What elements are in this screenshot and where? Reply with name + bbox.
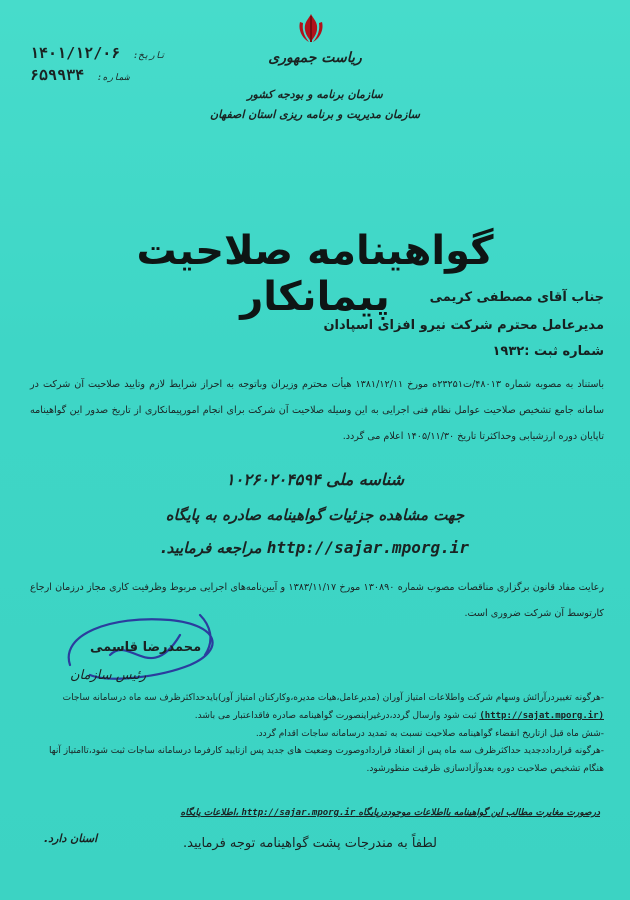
refer-text: مراجعه فرمایید. (160, 539, 262, 557)
iran-emblem-icon (296, 12, 326, 46)
certificate-title: گواهینامه صلاحیت پیمانکار (136, 228, 494, 320)
plan-org-header: سازمان برنامه و بودجه کشور (247, 88, 383, 101)
registration-number: شماره ثبت :۱۹۳۲ (492, 344, 604, 359)
note-3: -هرگونه قرارداددجدید حداکثرظرف سه ماه پس از انعقاد قراردادوصورت وضعیت های جدید پس ازتایید کارفرما درسامانه ساجات ثبت شود،تاامتیاز آنها هنگام تشخیص صلاحیت دوره بعدوآزادسازی ظرفیت منظورشود. (48, 746, 604, 775)
note-1-text: -هرگونه تغییردرآرائش وسهام شرکت واطلاعات امتیاز آوران (مدیرعامل،هیات مدیره،وکارکنان امتیاز آور)بایدحداکثرظرف سه ماه درسامانه ساجات (62, 693, 604, 703)
note-1-tail: ثبت شود وارسال گردد،درغیراینصورت گواهینامه صادره فاقداعتبار می باشد. (194, 710, 477, 721)
certificate-body-paragraph: باستناد به مصوبه شماره ۴۸۰۱۳/ت۲۳۲۵۱ه مورخ ۱۳۸۱/۱۲/۱۱ هیأت محترم وزیران وباتوجه به احراز شرایط لازم وتایید صلاحیت آن شرکت در سامانه جامع تشخیص صلاحیت عوامل نظام فنی اجرایی به این وسیله صلاحیت آن شرکت برای انجام امورپیمانکاری از تاریخ صدور این گواهینامه تاپایان دوره ارزشیابی وحداکثرتا تاریخ ۱۴۰۵/۱۱/۳۰ اعلام می گردد. (30, 379, 604, 442)
note-2: -شش ماه قبل ازتاریخ انقضاء گواهینامه صلاحیت نسبت به تمدید درسامانه ساجات اقدام گردد. (255, 728, 604, 739)
province-org-header: سازمان مدیریت و برنامه ریزی استان اصفهان (209, 108, 421, 121)
sajat-link[interactable]: (http://sajat.mporg.ir) (479, 710, 604, 721)
copy-stamp: اسنان دارد. (44, 832, 98, 845)
issue-date-value: ۱۴۰۱/۱۲/۰۶ (30, 44, 121, 62)
mismatch-url-link[interactable]: http://sajar.mporg.ir (241, 808, 356, 818)
addressee-name: جناب آقای مصطفی کریمی (429, 290, 604, 305)
mismatch-tail: ،اطلاعات پایگاه (180, 808, 239, 818)
portal-reference (60, 538, 570, 557)
mismatch-notice (40, 808, 600, 818)
signatory-name: محمدرضا قاسمی (90, 640, 202, 655)
presidency-header: ریاست جمهوری (268, 50, 362, 66)
letter-number-value: ۶۵۹۹۳۴ (30, 66, 85, 84)
issue-date (30, 44, 180, 62)
mismatch-text: درصورت مغایرت مطالب این گواهینامه بااطلاعات موجوددرپایگاه (358, 808, 600, 818)
letter-number (30, 66, 180, 84)
addressee-position: مدیرعامل محترم شرکت نیرو افزای اسپادان (323, 318, 604, 333)
attention-note: لطفاً به مندرجات پشت گواهینامه توجه فرمایید. (182, 836, 437, 851)
signatory-title: رئیس سازمان (70, 668, 147, 683)
issue-date-label: تاریخ: (132, 51, 166, 61)
details-instruction: جهت مشاهده جزئیات گواهینامه صادره به پایگاه (165, 506, 465, 524)
note-1 (26, 690, 604, 726)
letter-number-label: شماره: (96, 73, 130, 83)
notes-section (26, 690, 604, 779)
tender-law-paragraph: رعایت مفاد قانون برگزاری مناقصات مصوب شماره ۱۳۰۸۹۰ مورخ ۱۳۸۳/۱۱/۱۷ و آیین‌نامه‌های اجرایی مربوط وظرفیت کاری مجاز درزمان ارجاع کارتوسط آن شرکت ضروری است. (30, 582, 604, 619)
portal-url-link[interactable]: http://sajar.mporg.ir (266, 538, 470, 557)
national-id: شناسه ملی ۱۰۲۶۰۲۰۴۵۹۴ (226, 470, 404, 489)
